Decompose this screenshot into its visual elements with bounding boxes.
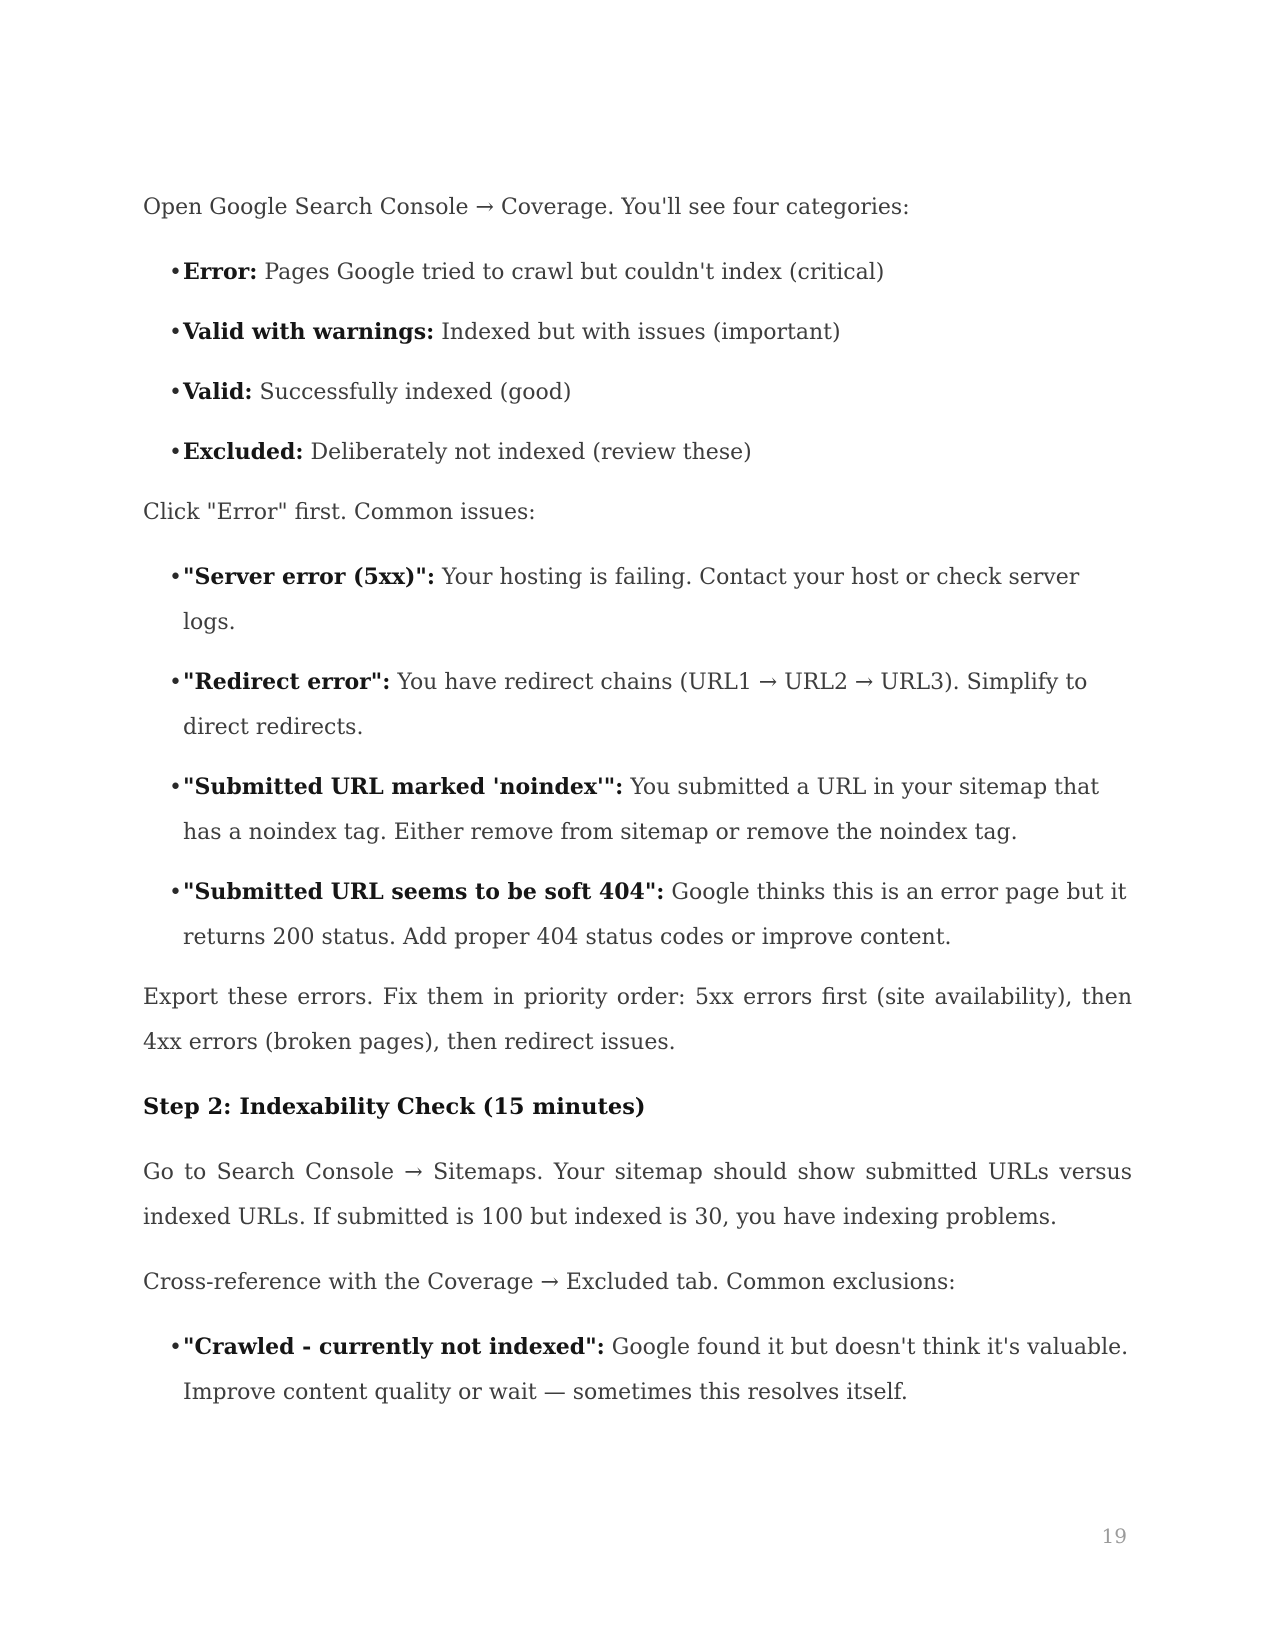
issue-text: Google thinks this is an error page but it returns 200 status. Add proper 404 status codes or improve content. [183,880,1127,950]
exclusion-text: Google found it but doesn't think it's valuable. Improve content quality or wait — sometimes this resolves itself. [183,1335,1129,1405]
list-item-redirect-error [143,660,1132,750]
category-label: Valid with warnings: [183,319,435,345]
common-issues-list [143,555,1132,960]
list-item-valid-warnings [143,310,1132,355]
bullet-icon: • [169,1335,182,1360]
step2-heading: Step 2: Indexability Check (15 minutes) [143,1094,646,1120]
issue-text: Your hosting is failing. Contact your host or check server logs. [183,565,1080,635]
list-item-excluded [143,430,1132,475]
issue-label: "Server error (5xx)": [183,564,436,590]
category-text: Successfully indexed (good) [259,380,572,405]
list-item-server-error [143,555,1132,645]
intro-paragraph: Open Google Search Console → Coverage. You'll see four categories: [143,195,910,220]
category-label: Excluded: [183,439,304,465]
category-text: Pages Google tried to crawl but couldn't index (critical) [264,260,885,285]
category-text: Indexed but with issues (important) [441,320,841,345]
category-text: Deliberately not indexed (review these) [310,440,752,465]
crossref-paragraph: Cross-reference with the Coverage → Excluded tab. Common exclusions: [143,1270,956,1295]
page-number: 19 [1101,1524,1127,1548]
issue-label: "Redirect error": [183,669,391,695]
bullet-icon: • [169,260,182,285]
bullet-icon: • [169,880,182,905]
bullet-icon: • [169,440,182,465]
list-item-error [143,250,1132,295]
bullet-icon: • [169,320,182,345]
list-item-noindex [143,765,1132,855]
category-label: Error: [183,259,258,285]
bullet-icon: • [169,565,182,590]
issue-label: "Submitted URL marked 'noindex'": [183,774,624,800]
bullet-icon: • [169,775,182,800]
exclusion-label: "Crawled - currently not indexed": [183,1334,605,1360]
issue-text: You have redirect chains (URL1 → URL2 → URL3). Simplify to direct redirects. [183,670,1088,740]
bullet-icon: • [169,670,182,695]
bullet-icon: • [169,380,182,405]
export-errors-paragraph: Export these errors. Fix them in priority order: 5xx errors first (site availability), then 4xx errors (broken pages), then redirect issues. [143,985,1132,1055]
list-item-valid [143,370,1132,415]
exclusions-list [143,1325,1132,1415]
category-label: Valid: [183,379,253,405]
issue-text: You submitted a URL in your sitemap that has a noindex tag. Either remove from sitemap or remove the noindex tag. [183,775,1100,845]
list-item-crawled-not-indexed [143,1325,1132,1415]
issue-label: "Submitted URL seems to be soft 404": [183,879,665,905]
sitemaps-paragraph: Go to Search Console → Sitemaps. Your sitemap should show submitted URLs versus indexed URLs. If submitted is 100 but indexed is 30, you have indexing problems. [143,1160,1132,1230]
click-error-paragraph: Click "Error" first. Common issues: [143,500,536,525]
list-item-soft-404 [143,870,1132,960]
coverage-categories-list [143,250,1132,475]
